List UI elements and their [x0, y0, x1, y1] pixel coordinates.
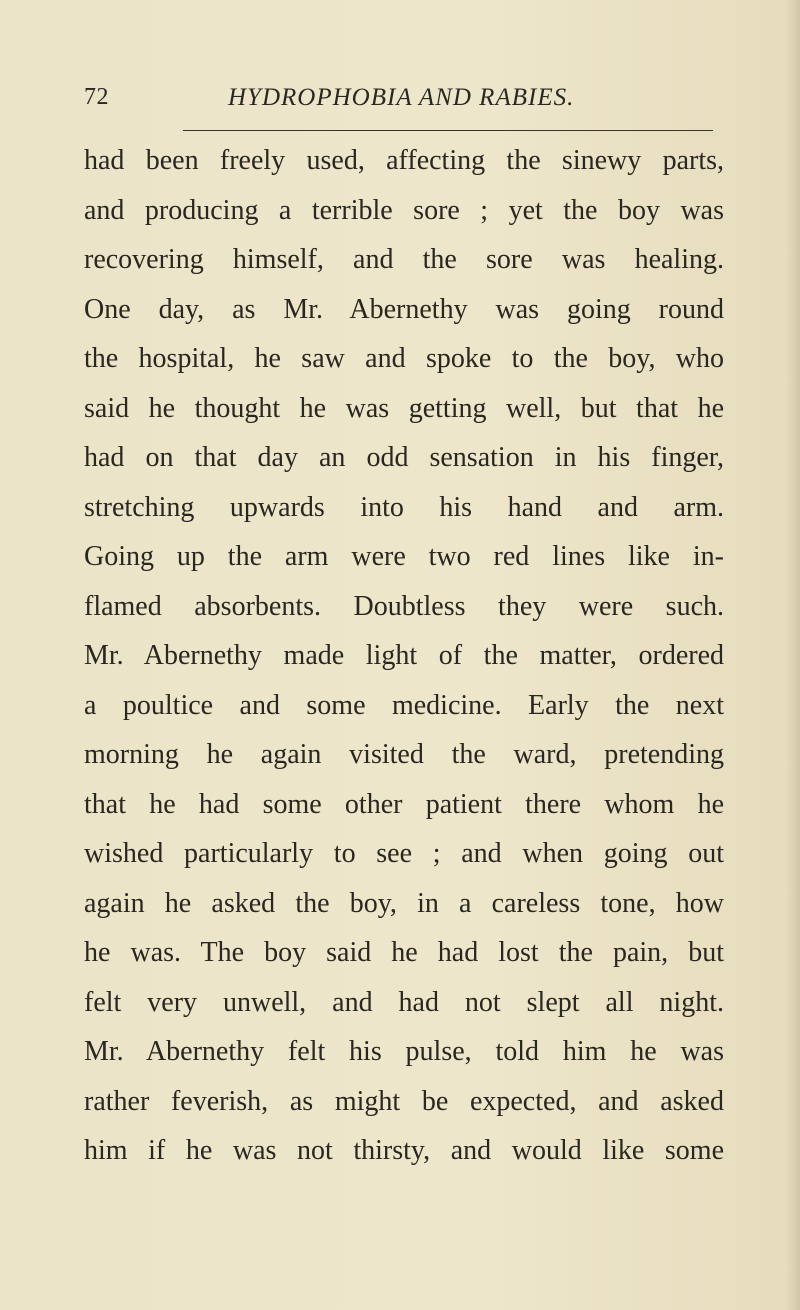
- text-line: Mr. Abernethy made light of the matter, ordered: [84, 640, 724, 671]
- text-line: that he had some other patient there whom he: [84, 788, 724, 820]
- text-line: the hospital, he saw and spoke to the boy, who: [84, 343, 724, 374]
- text-line: morning he again visited the ward, pretending: [84, 739, 724, 770]
- text-line: wished particularly to see ; and when going out: [84, 838, 724, 869]
- running-title: HYDROPHOBIA AND RABIES.: [228, 84, 575, 111]
- text-line: said he thought he was getting well, but that he: [84, 392, 724, 424]
- text-line: flamed absorbents. Doubtless they were such.: [84, 590, 724, 622]
- page-number: 72: [84, 84, 109, 110]
- text-line: had on that day an odd sensation in his finger,: [84, 442, 724, 473]
- page-header: [84, 82, 644, 122]
- text-line: One day, as Mr. Abernethy was going round: [84, 293, 724, 325]
- text-line: and producing a terrible sore ; yet the boy was: [84, 194, 724, 226]
- text-line: stretching upwards into his hand and arm.: [84, 491, 724, 523]
- text-line: Mr. Abernethy felt his pulse, told him he was: [84, 1036, 724, 1067]
- text-line: had been freely used, affecting the sinewy parts,: [84, 145, 724, 176]
- text-line: recovering himself, and the sore was healing.: [84, 244, 724, 275]
- text-line: a poultice and some medicine. Early the next: [84, 689, 724, 721]
- text-line: again he asked the boy, in a careless tone, how: [84, 887, 724, 919]
- header-rule: [183, 130, 713, 131]
- text-line: rather feverish, as might be expected, and asked: [84, 1085, 724, 1117]
- body-text: [84, 136, 724, 1176]
- text-line: him if he was not thirsty, and would like some: [84, 1135, 724, 1166]
- text-line: Going up the arm were two red lines like in-: [84, 541, 724, 572]
- page-edge-shadow: [786, 0, 800, 1310]
- text-line: felt very unwell, and had not slept all night.: [84, 986, 724, 1018]
- text-line: he was. The boy said he had lost the pain, but: [84, 937, 724, 968]
